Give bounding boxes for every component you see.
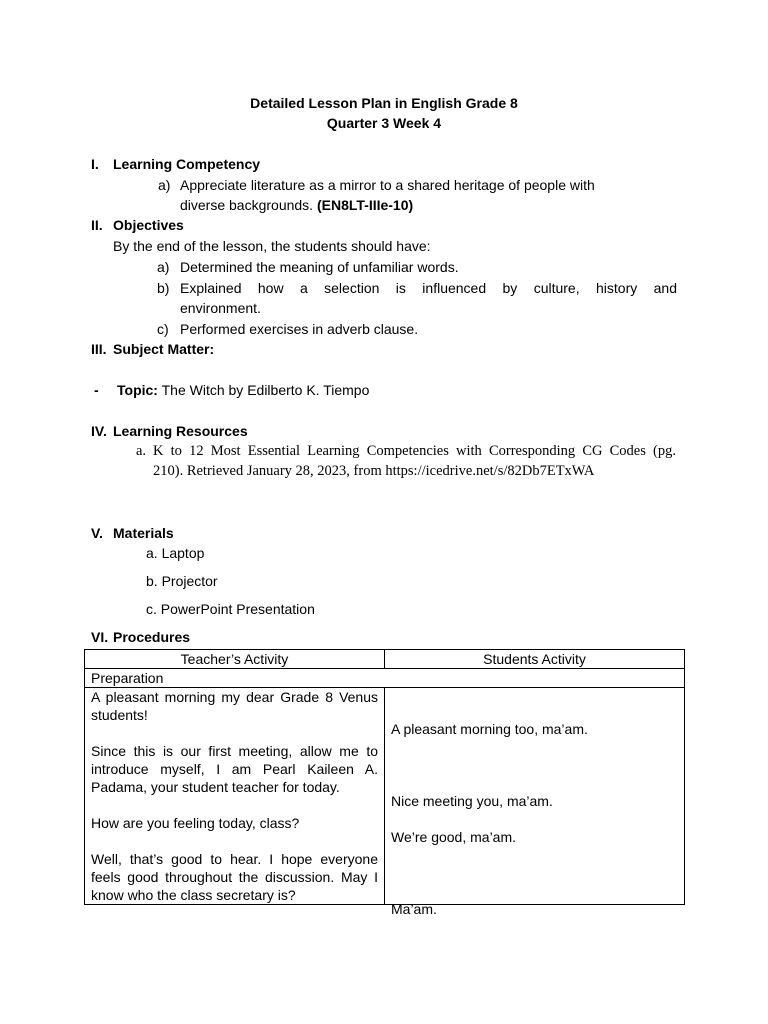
- competency-code: (EN8LT-IIIe-10): [316, 197, 414, 213]
- resource-line1: K to 12 Most Essential Learning Competencies with Corresponding CG Codes (pg.: [153, 443, 676, 459]
- material-item: a. Laptop: [146, 545, 205, 561]
- topic-value: The Witch by Edilberto K. Tiempo: [161, 382, 370, 398]
- objective-text-c: Performed exercises in adverb clause.: [180, 321, 419, 337]
- competency-item-line2: [180, 197, 413, 213]
- competency-item-letter: a): [158, 177, 171, 193]
- student-line: We’re good, ma’am.: [391, 829, 517, 845]
- resource-line2: 210). Retrieved January 28, 2023, from https://icedrive.net/s/82Db7ETxWA: [153, 463, 595, 479]
- objective-text-b-line1: Explained how a selection is influenced by culture, history and: [180, 280, 677, 296]
- section-numeral-ii: II.: [91, 217, 103, 233]
- col-header-teacher: Teacher’s Activity: [85, 650, 385, 669]
- section-heading-competency: Learning Competency: [113, 156, 261, 172]
- objectives-intro: By the end of the lesson, the students should have:: [113, 238, 431, 254]
- objective-text-a: Determined the meaning of unfamiliar words.: [180, 259, 459, 275]
- section-numeral-iii: III.: [91, 341, 107, 357]
- material-item: b. Projector: [146, 573, 218, 589]
- student-line: Ma’am.: [391, 901, 437, 917]
- section-heading-subject-matter: Subject Matter:: [113, 341, 215, 357]
- teacher-line: Since this is our first meeting, allow me to introduce myself, I am Pearl Kaileen A. Padama, your student teacher for today.: [91, 743, 378, 795]
- competency-item-text: diverse backgrounds.: [180, 197, 314, 213]
- objective-letter-b: b): [157, 280, 170, 296]
- teacher-line: How are you feeling today, class?: [91, 815, 300, 831]
- teacher-line: Well, that’s good to hear. I hope everyone feels good throughout the discussion. May I know who the class secretary is?: [91, 851, 378, 903]
- objective-letter-c: c): [157, 321, 169, 337]
- section-heading-procedures: Procedures: [113, 629, 191, 645]
- col-header-students: Students Activity: [385, 650, 685, 669]
- objective-letter-a: a): [157, 259, 170, 275]
- topic-label: Topic:: [117, 382, 158, 398]
- section-numeral-i: I.: [91, 156, 99, 172]
- section-numeral-v: V.: [91, 525, 103, 541]
- document-title: Detailed Lesson Plan in English Grade 8: [250, 95, 518, 111]
- section-heading-resources: Learning Resources: [113, 423, 248, 439]
- resource-letter: a.: [136, 443, 147, 459]
- teacher-line: A pleasant morning my dear Grade 8 Venus students!: [91, 689, 378, 723]
- student-activity-cell: [385, 688, 685, 917]
- material-item: c. PowerPoint Presentation: [146, 601, 315, 617]
- student-line: A pleasant morning too, ma’am.: [391, 721, 588, 737]
- section-heading-objectives: Objectives: [113, 217, 184, 233]
- objective-text-b-line2: environment.: [180, 300, 261, 316]
- procedures-table: [84, 649, 685, 917]
- topic-line: [117, 382, 369, 398]
- student-line: Nice meeting you, ma’am.: [391, 793, 553, 809]
- section-heading-materials: Materials: [113, 525, 174, 541]
- topic-bullet: -: [94, 382, 99, 398]
- table-header-row: [85, 650, 685, 669]
- section-preparation: Preparation: [85, 669, 685, 688]
- competency-item-line1: Appreciate literature as a mirror to a shared heritage of people with: [180, 177, 595, 193]
- document-subtitle: Quarter 3 Week 4: [326, 115, 442, 131]
- table-row: [85, 688, 685, 905]
- section-numeral-vi: VI.: [91, 629, 109, 645]
- section-numeral-iv: IV.: [91, 423, 107, 439]
- teacher-activity-cell: [85, 688, 385, 905]
- table-section-row: [85, 669, 685, 688]
